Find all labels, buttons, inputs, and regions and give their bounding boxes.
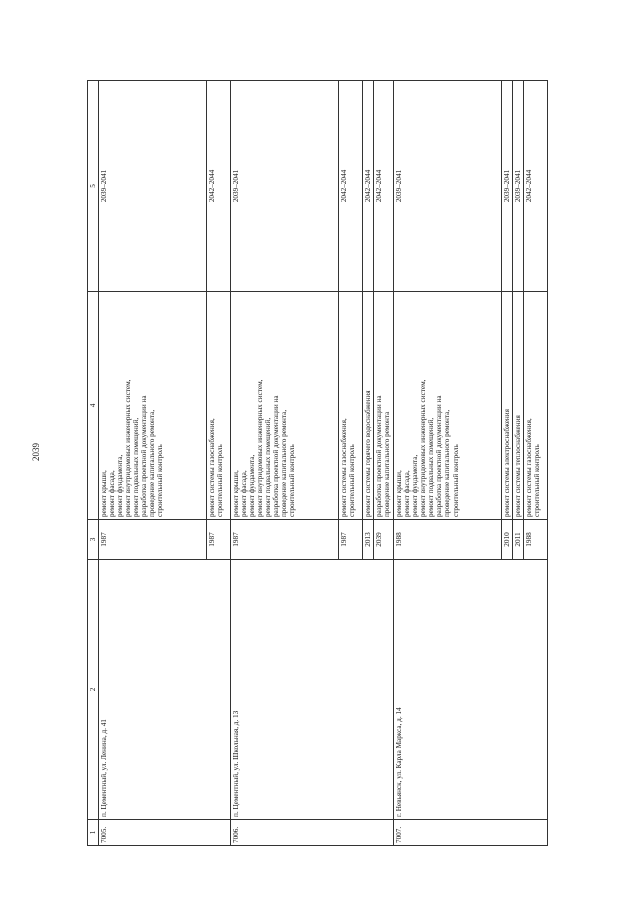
table-body xyxy=(99,81,548,846)
table-frame xyxy=(87,81,542,846)
work-item: строительный контроль xyxy=(288,444,297,517)
object-address-cell: п. Цементный, ул. Ленина, д. 41 xyxy=(99,560,231,820)
period-cell: 2042–2044 xyxy=(207,81,231,292)
table-row xyxy=(99,81,207,846)
work-item: строительный контроль xyxy=(156,444,165,517)
year-cell: 2010 xyxy=(502,520,513,560)
works-cell xyxy=(363,292,374,520)
work-item: ремонт подвальных помещений, xyxy=(264,417,273,517)
year-cell: 2011 xyxy=(513,520,524,560)
work-item: проведение капитального ремонта, xyxy=(280,409,289,517)
work-item: ремонт внутридомовых инженерных систем, xyxy=(419,379,428,517)
works-cell xyxy=(374,292,394,520)
work-item: строительный контроль xyxy=(216,444,225,517)
work-item: ремонт внутридомовых инженерных систем, xyxy=(124,379,133,517)
object-number-cell: 7006. xyxy=(231,820,394,846)
work-item: проведение капитального ремонта, xyxy=(443,409,452,517)
year-cell: 2013 xyxy=(363,520,374,560)
period-cell: 2042–2044 xyxy=(339,81,363,292)
period-cell: 2042–2044 xyxy=(363,81,374,292)
year-cell: 1988 xyxy=(394,520,502,560)
period-cell: 2039–2041 xyxy=(502,81,513,292)
object-number-cell: 7005. xyxy=(99,820,231,846)
table-landscape xyxy=(87,81,542,846)
object-address-cell: г. Невьянск, ул. Карла Маркса, д. 14 xyxy=(394,560,548,820)
year-cell: 1987 xyxy=(231,520,339,560)
object-address-cell: п. Цементный, ул. Школьная, д. 13 xyxy=(231,560,394,820)
work-item: ремонт фундамента, xyxy=(116,454,125,517)
year-cell: 2039 xyxy=(374,520,394,560)
work-item: ремонт системы горячего водоснабжения xyxy=(364,390,372,517)
work-item: ремонт системы газоснабжения, xyxy=(208,418,216,517)
works-cell xyxy=(99,292,207,520)
works-cell xyxy=(231,292,339,520)
work-item: разработка проектной документации на xyxy=(272,395,281,517)
period-cell: 2039–2041 xyxy=(513,81,524,292)
period-cell: 2039–2041 xyxy=(394,81,502,292)
header-col-2: 2 xyxy=(88,560,99,820)
work-item: ремонт фасада, xyxy=(108,470,117,517)
works-cell xyxy=(394,292,502,520)
works-cell xyxy=(513,292,524,520)
work-item: ремонт подвальных помещений, xyxy=(132,417,141,517)
work-item: ремонт фундамента, xyxy=(411,454,420,517)
table-header-row xyxy=(88,81,99,846)
header-col-5: 5 xyxy=(88,81,99,292)
work-item: ремонт системы газоснабжения, xyxy=(525,418,534,517)
work-item: ремонт системы газоснабжения, xyxy=(340,418,348,517)
work-item: проведение капитального ремонта xyxy=(383,411,392,517)
year-cell: 1987 xyxy=(339,520,363,560)
works-cell xyxy=(339,292,363,520)
works-cell xyxy=(207,292,231,520)
header-col-3: 3 xyxy=(88,520,99,560)
work-item: ремонт крыши, xyxy=(100,470,108,517)
object-number-cell: 7007. xyxy=(394,820,548,846)
work-item: разработка проектной документации на xyxy=(435,395,444,517)
page-number-text: 2039 xyxy=(31,443,41,461)
table-row xyxy=(394,81,502,846)
work-item: ремонт фасада, xyxy=(240,470,249,517)
works-cell xyxy=(524,292,548,520)
work-item: ремонт системы электроснабжения xyxy=(503,409,512,517)
work-item: строительный контроль xyxy=(348,444,357,517)
period-cell: 2039–2041 xyxy=(231,81,339,292)
work-item: ремонт подвальных помещений, xyxy=(427,417,436,517)
work-item: разработка проектной документации на xyxy=(140,395,149,517)
year-cell: 1988 xyxy=(524,520,548,560)
work-item: строительный контроль xyxy=(533,444,542,517)
year-cell: 1987 xyxy=(99,520,207,560)
work-item: ремонт крыши, xyxy=(395,470,404,517)
page-number xyxy=(26,442,46,462)
work-item: ремонт крыши, xyxy=(232,470,240,517)
header-col-4: 4 xyxy=(88,292,99,520)
work-item: ремонт системы теплоснабжения xyxy=(514,415,523,517)
year-cell: 1987 xyxy=(207,520,231,560)
work-item: ремонт фундамента, xyxy=(248,454,257,517)
works-cell xyxy=(502,292,513,520)
work-item: строительный контроль xyxy=(451,444,460,517)
period-cell: 2042–2044 xyxy=(524,81,548,292)
header-col-1: 1 xyxy=(88,820,99,846)
work-item: разработка проектной документации на xyxy=(375,395,384,517)
table-row xyxy=(231,81,339,846)
repair-schedule-table xyxy=(87,80,548,846)
work-item: проведение капитального ремонта, xyxy=(148,409,157,517)
work-item: ремонт фасада, xyxy=(403,470,412,517)
work-item: ремонт внутридомовых инженерных систем, xyxy=(256,379,265,517)
period-cell: 2039–2041 xyxy=(99,81,207,292)
period-cell: 2042–2044 xyxy=(374,81,394,292)
